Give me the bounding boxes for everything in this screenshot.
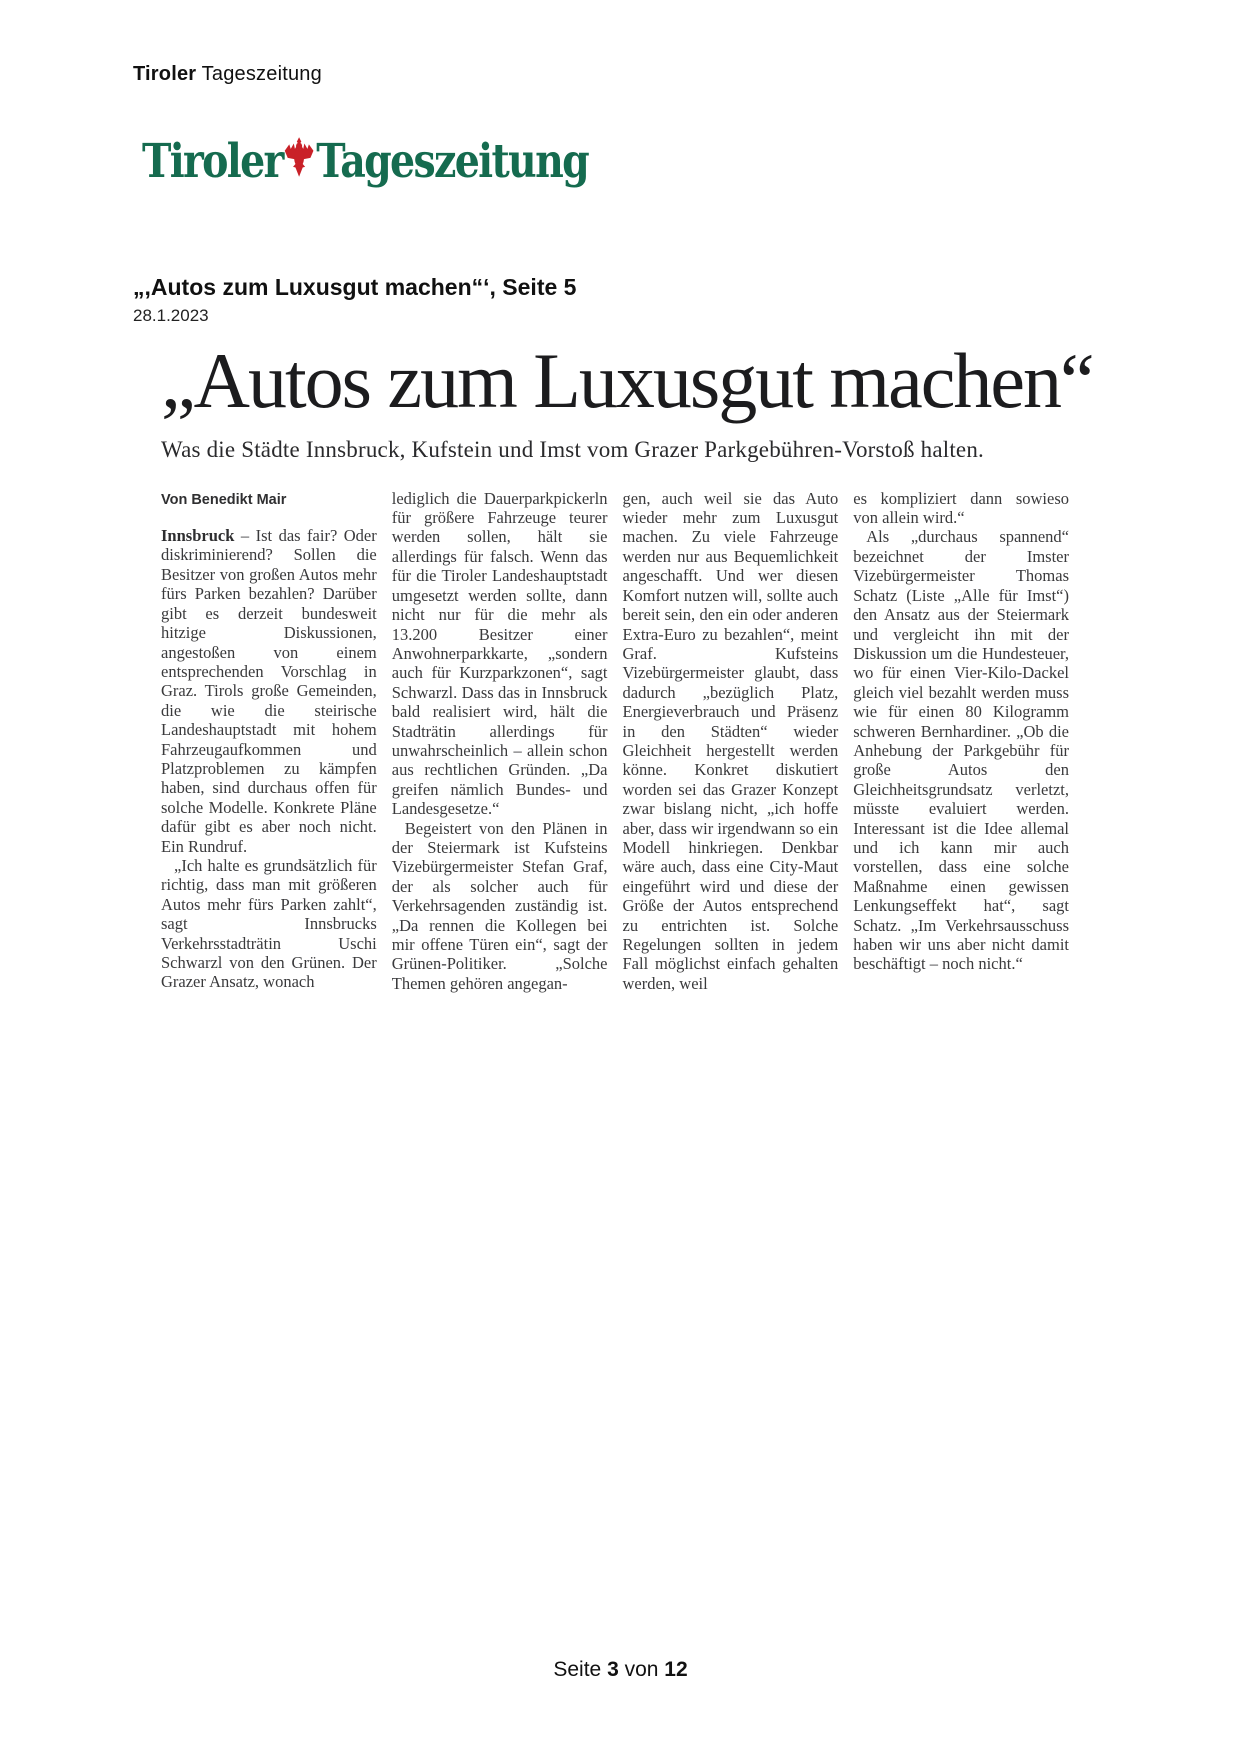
article — [161, 337, 1093, 993]
article-subtitle: Was die Städte Innsbruck, Kufstein und Imst vom Grazer Parkgebühren-Vorstoß halten. — [161, 436, 984, 462]
article-columns — [161, 489, 1069, 994]
article-paragraph: Innsbruck – Ist das fair? Oder diskriminierend? Sollen die Besitzer von großen Autos mehr fürs Parken bezahlen? Darüber gibt es derzeit bundesweit hitzige Diskussionen, angestoßen von einem entsprechenden Vorschlag in Graz. Tirols große Gemeinden, die wie die steirische Landeshauptstadt mit hohem Fahrzeugaufkommen und Platzproblemen zu kämpfen haben, sind durchaus offen für solche Modelle. Konkrete Pläne dafür gibt es aber noch nicht. Ein Rundruf. — [161, 526, 377, 856]
footer-page-number: 3 — [607, 1658, 619, 1681]
newspaper-logo — [142, 136, 588, 187]
article-headline: „Autos zum Luxusgut machen“ — [161, 337, 1093, 424]
article-paragraph: Als „durchaus spannend“ bezeichnet der Imster Vizebürgermeister Thomas Schatz (Liste „Alle für Imst“) den Ansatz aus der Steiermark und vergleicht ihn mit der Diskussion um die Hundesteuer, wo für einen Vier-Kilo-Dackel gleich viel bezahlt werden muss wie für einen 80 Kilogramm schweren Bernhardiner. „Ob die Anhebung der Parkgebühr für große Autos den Gleichheitsgrundsatz verletzt, müsste evaluiert werden. Interessant ist die Idee allemal und ich kann mir auch vorstellen, dass eine solche Maßnahme einen gewissen Lenkungseffekt hat“, sagt Schatz. „Im Verkehrsausschuss haben wir uns aber nicht damit beschäftigt – noch nicht.“ — [853, 527, 1069, 974]
footer-prefix: Seite — [553, 1658, 602, 1681]
masthead-text — [133, 63, 322, 86]
footer-total-pages: 12 — [664, 1658, 688, 1681]
logo-right-text: Tageszeitung — [316, 134, 589, 189]
tyrolean-eagle-icon — [283, 136, 317, 187]
article-column-4 — [853, 489, 1069, 994]
footer-middle: von — [624, 1658, 659, 1681]
article-column-3 — [623, 489, 839, 994]
logo-left-text: Tiroler — [142, 134, 283, 189]
article-paragraph: gen, auch weil sie das Auto wieder mehr zum Luxusgut machen. Zu viele Fahrzeuge werden nur aus Bequemlichkeit angeschafft. Und wer diesen Komfort nutzen will, sollte auch bereit sein, den ein oder anderen Extra-Euro zu bezahlen“, meint Graf. Kufsteins Vizebürgermeister glaubt, dass dadurch „bezüglich Platz, Energieverbrauch und Präsenz in den Städten“ wieder Gleichheit hergestellt werden könne. Konkret diskutiert worden sei das Grazer Konzept zwar bislang nicht, „ich hoffe aber, dass wir irgendwann so ein Modell hinkriegen. Denkbar wäre auch, dass eine City-Maut eingeführt wird und diese der Größe der Autos entsprechend zu entrichten ist. Solche Regelungen sollten in jedem Fall möglichst einfach gehalten werden, weil — [622, 488, 839, 993]
article-paragraph: Begeistert von den Plänen in der Steiermark ist Kufsteins Vizebürgermeister Stefan Graf, der als solcher auch für Verkehrsagenden zuständig ist. „Da rennen die Kollegen bei mir offene Türen ein“, sagt der Grünen-Politiker. „Solche Themen gehören angegan- — [391, 818, 608, 993]
article-byline: Von Benedikt Mair — [161, 491, 287, 508]
page-footer — [0, 1658, 1241, 1682]
article-paragraph: „Ich halte es grundsätzlich für richtig, dass man mit größeren Autos mehr fürs Parken zahlt“, sagt Innsbrucks Verkehrsstadträtin Uschi Schwarzl von den Grünen. Der Grazer Ansatz, wonach — [161, 855, 377, 992]
masthead-regular: Tageszeitung — [196, 63, 322, 85]
clip-date: 28.1.2023 — [133, 306, 209, 325]
article-paragraph: es kompliziert dann sowieso von allein wird.“ — [853, 488, 1069, 528]
clip-title: „,Autos zum Luxusgut machen“‘, Seite 5 — [133, 274, 577, 300]
article-column-1 — [161, 489, 377, 994]
article-column-2 — [392, 489, 608, 994]
article-paragraph: lediglich die Dauerparkpickerln für größere Fahrzeuge teurer werden sollen, hält sie allerdings für falsch. Wenn das für die Tiroler Landeshauptstadt umgesetzt werden sollte, dann nicht nur für die mehr als 13.200 Besitzer einer Anwohnerparkkarte, „sondern auch für Kurzparkzonen“, sagt Schwarzl. Dass das in Innsbruck bald realisiert wird, hält die Stadträtin allerdings für unwahrscheinlich – allein schon aus rechtlichen Gründen. „Da greifen nämlich Bundes- und Landesgesetze.“ — [391, 488, 608, 819]
masthead-bold: Tiroler — [133, 63, 197, 85]
article-lead-location: Innsbruck — [161, 526, 235, 546]
